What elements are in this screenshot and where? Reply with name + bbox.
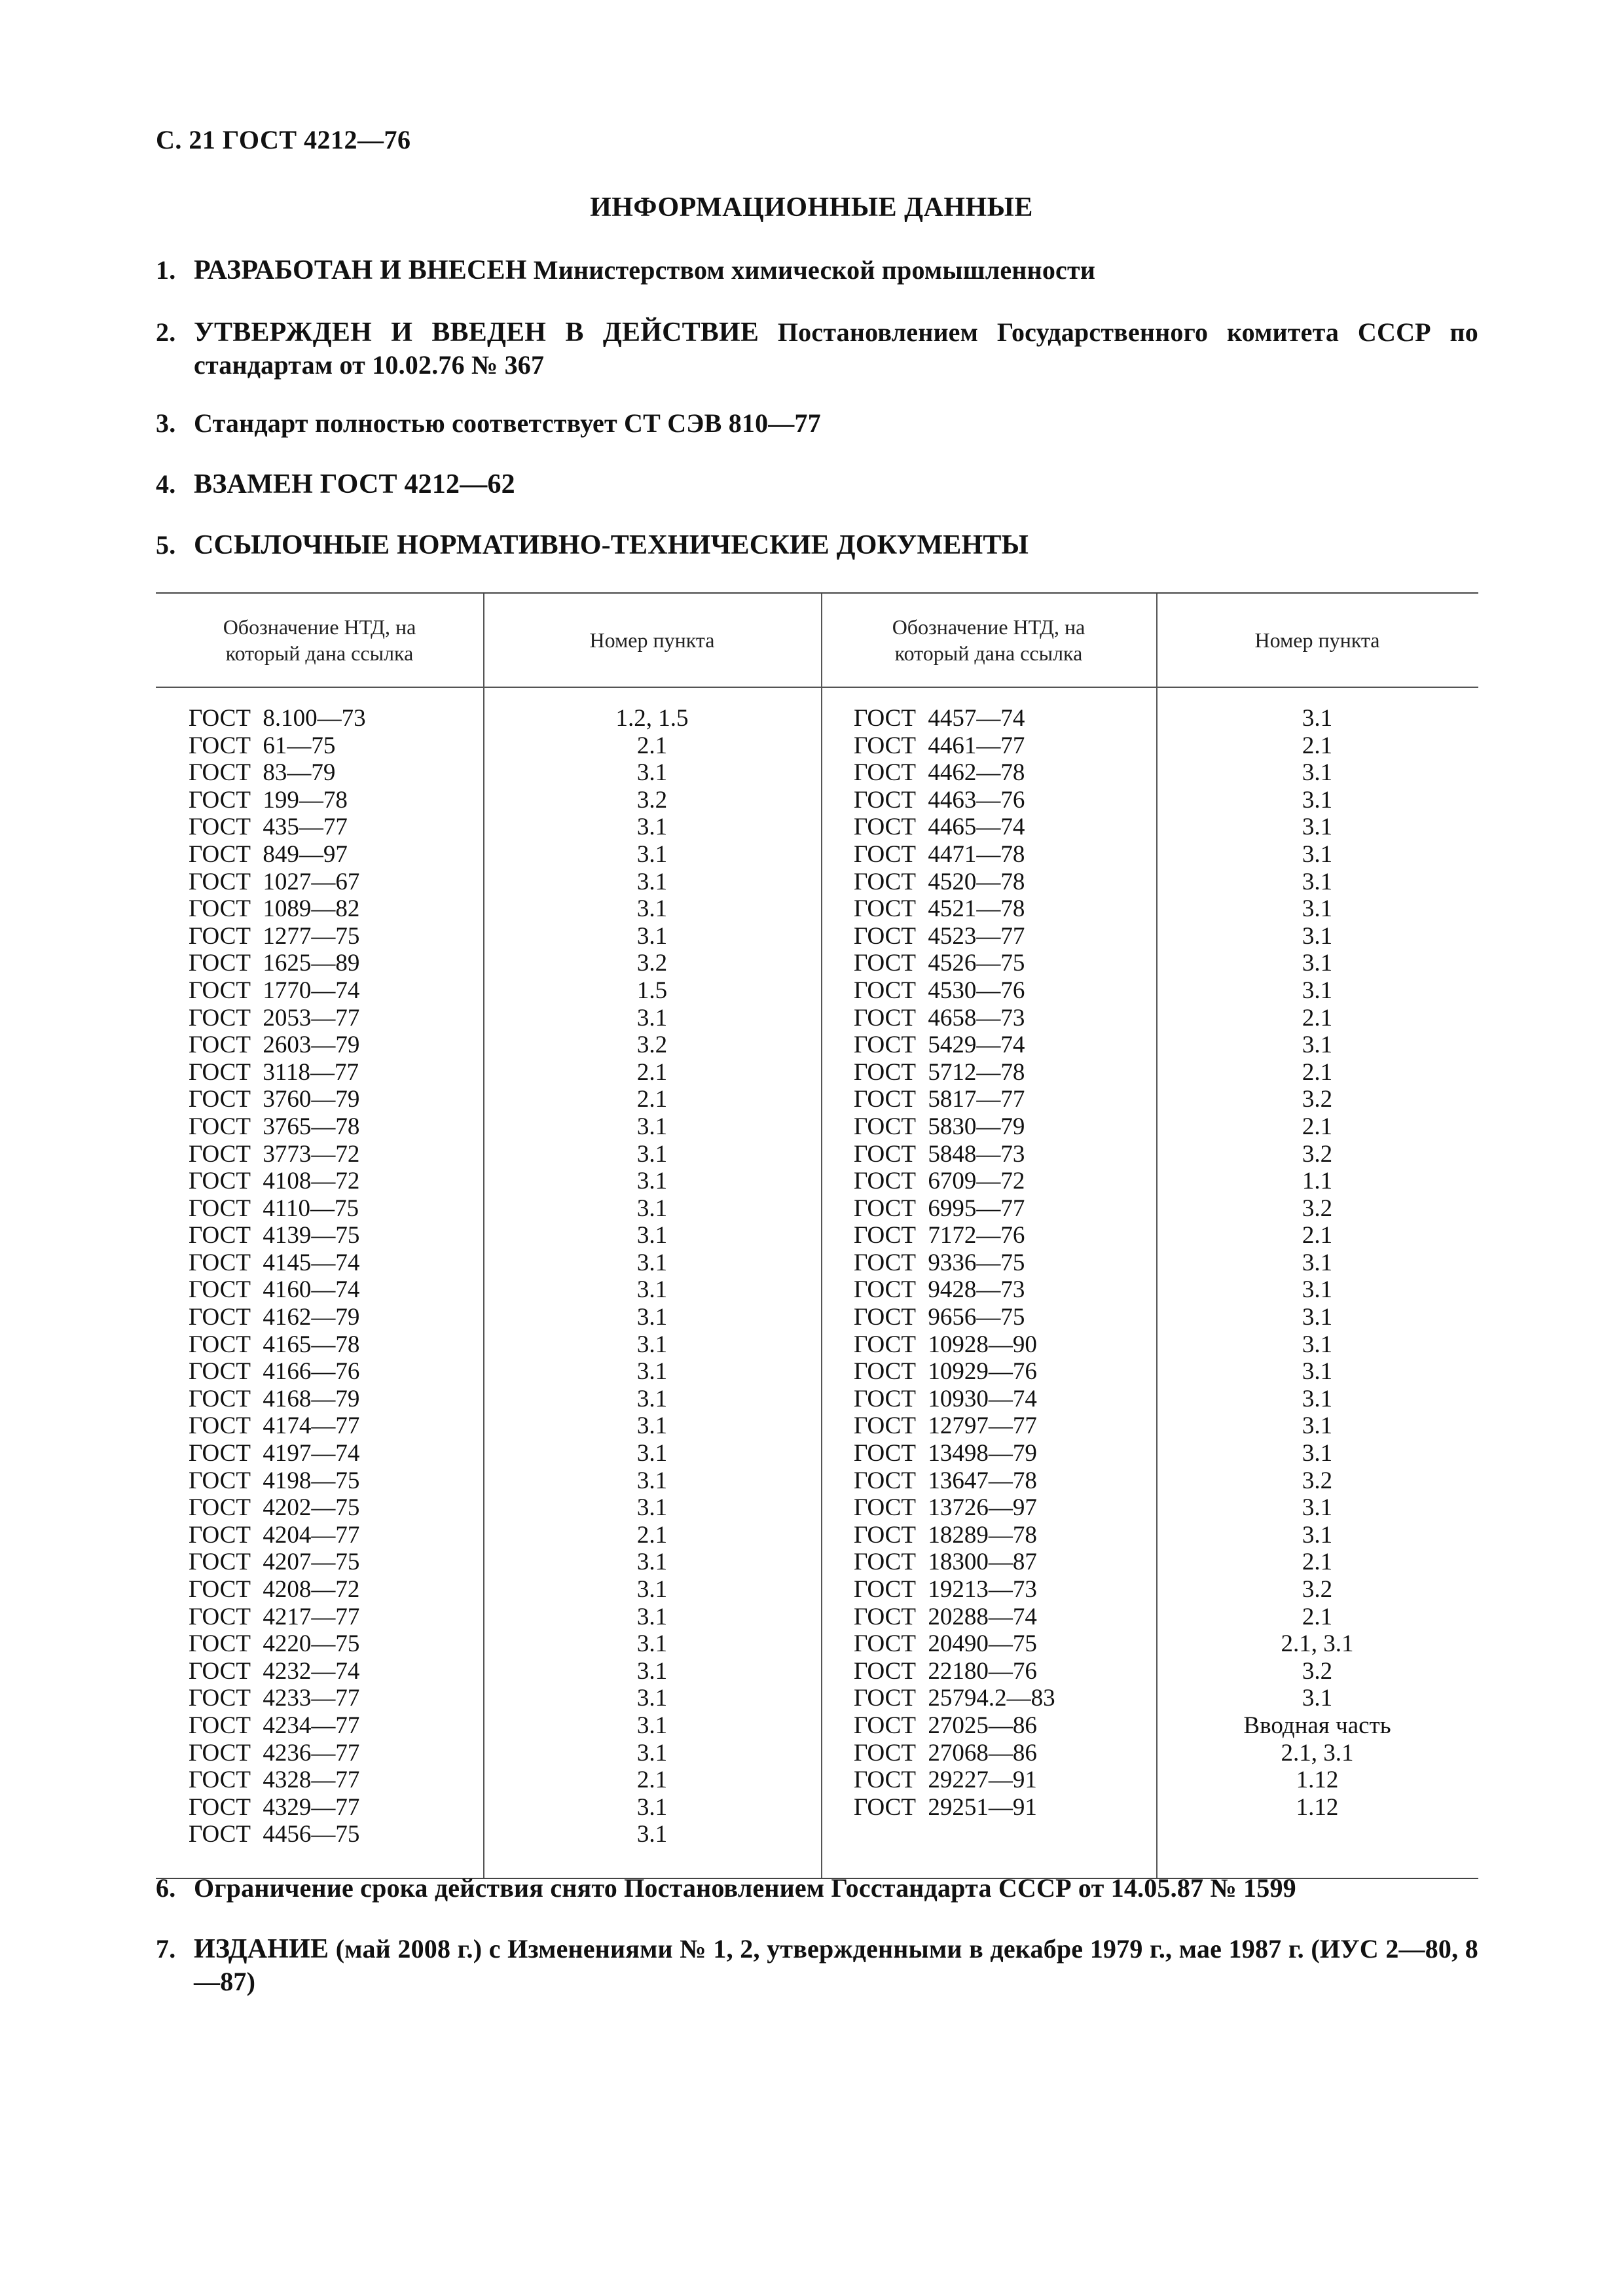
table-cell-clause: 2.1, 3.1 bbox=[1281, 1739, 1354, 1767]
table-cell-clause: 3.2 bbox=[1302, 1576, 1333, 1603]
table-cell-designation: ГОСТ 4236—77 bbox=[189, 1739, 360, 1767]
table-cell-designation: ГОСТ 4207—75 bbox=[189, 1549, 360, 1576]
table-cell-clause: 3.1 bbox=[636, 1276, 668, 1304]
table-cell-clause: 3.2 bbox=[1302, 1086, 1333, 1113]
table-cell-designation: ГОСТ 3765—78 bbox=[189, 1113, 360, 1140]
item-number: 4. bbox=[156, 469, 176, 499]
table-cell-designation: ГОСТ 1089—82 bbox=[189, 895, 360, 923]
table-cell-clause: 2.1 bbox=[1302, 732, 1333, 759]
header-designation-right: Обозначение НТД, на который дана ссылка bbox=[892, 615, 1085, 665]
table-cell-clause: 3.1 bbox=[1302, 950, 1333, 977]
table-cell-clause: 3.1 bbox=[1302, 977, 1333, 1004]
info-item-6 bbox=[156, 1872, 1478, 1905]
table-cell-designation: ГОСТ 4465—74 bbox=[854, 814, 1025, 841]
table-cell-clause: 3.2 bbox=[1302, 1140, 1333, 1168]
table-cell-designation: ГОСТ 4174—77 bbox=[189, 1412, 360, 1440]
table-cell-designation: ГОСТ 13498—79 bbox=[854, 1440, 1037, 1467]
table-cell-clause: 3.1 bbox=[1302, 1331, 1333, 1358]
header-divider bbox=[156, 687, 1478, 688]
table-cell-clause: 3.2 bbox=[1302, 1657, 1333, 1685]
table-cell-designation: ГОСТ 4523—77 bbox=[854, 922, 1025, 950]
table-cell-clause: 3.1 bbox=[636, 1140, 668, 1168]
column-designation-left bbox=[189, 705, 477, 1848]
item-caption: ССЫЛОЧНЫЕ НОРМАТИВНО-ТЕХНИЧЕСКИЕ ДОКУМЕНТЫ bbox=[194, 530, 1029, 560]
table-cell-clause: 3.1 bbox=[1302, 895, 1333, 923]
table-cell-clause: 3.1 bbox=[1302, 1304, 1333, 1331]
table-cell-designation: ГОСТ 4456—75 bbox=[189, 1821, 360, 1848]
table-cell-clause: 2.1, 3.1 bbox=[1281, 1630, 1354, 1658]
table-cell-designation: ГОСТ 18289—78 bbox=[854, 1521, 1037, 1549]
table-cell-clause: 3.1 bbox=[1302, 1685, 1333, 1712]
table-cell-designation: ГОСТ 199—78 bbox=[189, 786, 348, 814]
table-cell-clause: 2.1 bbox=[1302, 1004, 1333, 1031]
table-cell-designation: ГОСТ 4197—74 bbox=[189, 1440, 360, 1467]
info-item-3 bbox=[156, 407, 1478, 440]
table-cell-clause: 3.1 bbox=[636, 1657, 668, 1685]
table-cell-designation: ГОСТ 4139—75 bbox=[189, 1222, 360, 1249]
page-header: С. 21 ГОСТ 4212—76 bbox=[156, 125, 411, 154]
table-cell-designation: ГОСТ 10930—74 bbox=[854, 1385, 1037, 1412]
table-cell-clause: 3.1 bbox=[636, 1793, 668, 1821]
table-cell-designation: ГОСТ 4108—72 bbox=[189, 1168, 360, 1195]
table-cell-designation: ГОСТ 27068—86 bbox=[854, 1739, 1037, 1767]
table-cell-clause: 3.1 bbox=[1302, 1276, 1333, 1304]
table-cell-designation: ГОСТ 4526—75 bbox=[854, 950, 1025, 977]
table-cell-designation: ГОСТ 4160—74 bbox=[189, 1276, 360, 1304]
table-cell-designation: ГОСТ 5712—78 bbox=[854, 1058, 1025, 1086]
item-text: Ограничение срока действия снято Постановлением Госстандарта СССР от 14.05.87 № 1599 bbox=[194, 1873, 1296, 1903]
table-cell-designation: ГОСТ 6995—77 bbox=[854, 1194, 1025, 1222]
table-cell-clause: 3.1 bbox=[636, 1194, 668, 1222]
table-cell-clause: 1.1 bbox=[1302, 1168, 1333, 1195]
table-cell-designation: ГОСТ 27025—86 bbox=[854, 1712, 1037, 1739]
table-cell-clause: 2.1 bbox=[636, 732, 668, 759]
table-cell-clause: 3.1 bbox=[1302, 1249, 1333, 1276]
table-cell-clause: 3.1 bbox=[1302, 786, 1333, 814]
table-cell-clause: 2.1 bbox=[636, 1058, 668, 1086]
table-cell-clause: 2.1 bbox=[1302, 1058, 1333, 1086]
table-cell-clause: 3.1 bbox=[1302, 1494, 1333, 1522]
table-cell-designation: ГОСТ 20490—75 bbox=[854, 1630, 1037, 1658]
item-caption: РАЗРАБОТАН И ВНЕСЕН bbox=[194, 255, 527, 285]
table-cell-designation: ГОСТ 4165—78 bbox=[189, 1331, 360, 1358]
table-cell-clause: 3.1 bbox=[636, 1385, 668, 1412]
table-cell-clause: 3.1 bbox=[1302, 868, 1333, 895]
item-number: 7. bbox=[156, 1934, 176, 1964]
table-cell-clause: 3.1 bbox=[1302, 1412, 1333, 1440]
reference-documents-table bbox=[156, 592, 1478, 1879]
table-cell-clause: 3.1 bbox=[636, 759, 668, 787]
table-cell-designation: ГОСТ 61—75 bbox=[189, 732, 336, 759]
table-cell-clause: 3.1 bbox=[636, 1412, 668, 1440]
table-cell-designation: ГОСТ 19213—73 bbox=[854, 1576, 1037, 1603]
table-cell-designation: ГОСТ 10929—76 bbox=[854, 1358, 1037, 1386]
table-cell-clause: 3.1 bbox=[636, 1630, 668, 1658]
table-cell-designation: ГОСТ 4461—77 bbox=[854, 732, 1025, 759]
table-cell-designation: ГОСТ 4202—75 bbox=[189, 1494, 360, 1522]
header-clause-left: Номер пункта bbox=[589, 628, 715, 652]
table-cell-designation: ГОСТ 4217—77 bbox=[189, 1603, 360, 1630]
table-cell-designation: ГОСТ 4110—75 bbox=[189, 1194, 359, 1222]
table-cell-designation: ГОСТ 7172—76 bbox=[854, 1222, 1025, 1249]
table-cell-clause: 3.1 bbox=[636, 1603, 668, 1630]
table-cell-designation: ГОСТ 2053—77 bbox=[189, 1004, 360, 1031]
table-cell-clause: 3.1 bbox=[636, 1358, 668, 1386]
table-cell-designation: ГОСТ 4658—73 bbox=[854, 1004, 1025, 1031]
table-cell-clause: 2.1 bbox=[1302, 1222, 1333, 1249]
table-cell-designation: ГОСТ 4329—77 bbox=[189, 1793, 360, 1821]
table-cell-designation: ГОСТ 4208—72 bbox=[189, 1576, 360, 1603]
table-cell-clause: 3.1 bbox=[636, 1331, 668, 1358]
table-cell-designation: ГОСТ 4145—74 bbox=[189, 1249, 360, 1276]
item-number: 1. bbox=[156, 255, 176, 285]
info-item-5 bbox=[156, 529, 1478, 562]
document-title: ИНФОРМАЦИОННЫЕ ДАННЫЕ bbox=[590, 192, 1033, 223]
info-item-4 bbox=[156, 468, 1478, 501]
table-cell-clause: 3.2 bbox=[636, 950, 668, 977]
table-cell-clause: 1.5 bbox=[636, 977, 668, 1004]
item-caption: УТВЕРЖДЕН И ВВЕДЕН В ДЕЙСТВИЕ bbox=[194, 317, 759, 348]
table-cell-clause: 2.1 bbox=[636, 1521, 668, 1549]
table-cell-clause: 3.1 bbox=[636, 1222, 668, 1249]
item-caption: ИЗДАНИЕ bbox=[194, 1934, 329, 1964]
table-cell-clause: 3.1 bbox=[636, 1576, 668, 1603]
table-cell-clause: 3.1 bbox=[636, 1549, 668, 1576]
table-cell-clause: 3.1 bbox=[636, 1821, 668, 1848]
table-cell-designation: ГОСТ 4328—77 bbox=[189, 1767, 360, 1794]
table-cell-designation: ГОСТ 20288—74 bbox=[854, 1603, 1037, 1630]
table-cell-designation: ГОСТ 8.100—73 bbox=[189, 705, 366, 732]
info-item-7 bbox=[156, 1933, 1478, 1998]
table-cell-designation: ГОСТ 4520—78 bbox=[854, 868, 1025, 895]
table-cell-designation: ГОСТ 10928—90 bbox=[854, 1331, 1037, 1358]
table-cell-clause: 3.1 bbox=[636, 1494, 668, 1522]
table-cell-clause: 2.1 bbox=[1302, 1603, 1333, 1630]
table-cell-designation: ГОСТ 4521—78 bbox=[854, 895, 1025, 923]
table-cell-designation: ГОСТ 25794.2—83 bbox=[854, 1685, 1055, 1712]
table-cell-designation: ГОСТ 5429—74 bbox=[854, 1031, 1025, 1059]
header-designation-left: Обозначение НТД, на который дана ссылка bbox=[223, 615, 416, 665]
table-cell-designation: ГОСТ 9656—75 bbox=[854, 1304, 1025, 1331]
table-cell-clause: 3.1 bbox=[1302, 1440, 1333, 1467]
item-number: 3. bbox=[156, 408, 176, 438]
table-cell-clause: 3.2 bbox=[1302, 1467, 1333, 1494]
info-item-1 bbox=[156, 254, 1478, 287]
table-cell-designation: ГОСТ 1277—75 bbox=[189, 922, 360, 950]
table-cell-designation: ГОСТ 5848—73 bbox=[854, 1140, 1025, 1168]
table-cell-designation: ГОСТ 18300—87 bbox=[854, 1549, 1037, 1576]
table-cell-designation: ГОСТ 6709—72 bbox=[854, 1168, 1025, 1195]
table-cell-designation: ГОСТ 4462—78 bbox=[854, 759, 1025, 787]
table-cell-clause: 3.1 bbox=[1302, 1358, 1333, 1386]
table-cell-clause: 3.1 bbox=[636, 1712, 668, 1739]
table-cell-designation: ГОСТ 4232—74 bbox=[189, 1657, 360, 1685]
table-cell-clause: 3.1 bbox=[1302, 705, 1333, 732]
table-cell-clause: 3.1 bbox=[1302, 814, 1333, 841]
table-cell-clause: 2.1 bbox=[636, 1767, 668, 1794]
table-cell-clause: 3.2 bbox=[1302, 1194, 1333, 1222]
table-cell-clause: 3.1 bbox=[636, 895, 668, 923]
table-cell-clause: 1.12 bbox=[1296, 1793, 1339, 1821]
table-cell-designation: ГОСТ 4233—77 bbox=[189, 1685, 360, 1712]
table-cell-clause: 3.1 bbox=[1302, 922, 1333, 950]
table-cell-clause: 3.2 bbox=[636, 1031, 668, 1059]
table-cell-clause: 3.1 bbox=[636, 814, 668, 841]
table-cell-clause: 3.1 bbox=[1302, 1521, 1333, 1549]
table-cell-designation: ГОСТ 849—97 bbox=[189, 840, 348, 868]
table-cell-clause: 3.1 bbox=[636, 1168, 668, 1195]
table-cell-designation: ГОСТ 435—77 bbox=[189, 814, 348, 841]
table-cell-designation: ГОСТ 1770—74 bbox=[189, 977, 360, 1004]
table-cell-clause: 3.1 bbox=[636, 1249, 668, 1276]
table-cell-clause: 3.1 bbox=[636, 1113, 668, 1140]
info-item-2 bbox=[156, 316, 1478, 382]
column-clause-left bbox=[483, 705, 821, 1848]
table-cell-designation: ГОСТ 4530—76 bbox=[854, 977, 1025, 1004]
table-cell-clause: 3.1 bbox=[636, 1004, 668, 1031]
table-cell-designation: ГОСТ 22180—76 bbox=[854, 1657, 1037, 1685]
table-cell-clause: 3.1 bbox=[636, 868, 668, 895]
table-cell-clause: 1.2, 1.5 bbox=[615, 705, 689, 732]
table-cell-designation: ГОСТ 13647—78 bbox=[854, 1467, 1037, 1494]
table-cell-clause: 3.1 bbox=[1302, 1385, 1333, 1412]
column-designation-right bbox=[854, 705, 1148, 1821]
table-cell-clause: 3.1 bbox=[636, 1467, 668, 1494]
table-cell-designation: ГОСТ 9336—75 bbox=[854, 1249, 1025, 1276]
table-cell-designation: ГОСТ 3118—77 bbox=[189, 1058, 359, 1086]
table-cell-clause: 3.1 bbox=[1302, 1031, 1333, 1059]
item-number: 2. bbox=[156, 317, 176, 347]
table-cell-clause: 3.1 bbox=[636, 1739, 668, 1767]
table-cell-designation: ГОСТ 13726—97 bbox=[854, 1494, 1037, 1522]
item-number: 6. bbox=[156, 1873, 176, 1903]
table-cell-designation: ГОСТ 5830—79 bbox=[854, 1113, 1025, 1140]
column-divider bbox=[821, 594, 822, 1878]
table-cell-clause: 1.12 bbox=[1296, 1767, 1339, 1794]
table-cell-designation: ГОСТ 4204—77 bbox=[189, 1521, 360, 1549]
table-cell-clause: 3.2 bbox=[636, 786, 668, 814]
table-cell-designation: ГОСТ 9428—73 bbox=[854, 1276, 1025, 1304]
table-cell-clause: 3.1 bbox=[1302, 840, 1333, 868]
table-cell-clause: 3.1 bbox=[636, 922, 668, 950]
table-cell-designation: ГОСТ 4471—78 bbox=[854, 840, 1025, 868]
table-cell-designation: ГОСТ 1027—67 bbox=[189, 868, 360, 895]
table-cell-designation: ГОСТ 83—79 bbox=[189, 759, 336, 787]
table-cell-clause: 2.1 bbox=[1302, 1113, 1333, 1140]
table-cell-clause: 2.1 bbox=[636, 1086, 668, 1113]
table-cell-clause: 3.1 bbox=[636, 840, 668, 868]
column-clause-right bbox=[1156, 705, 1478, 1821]
table-cell-clause: 3.1 bbox=[636, 1685, 668, 1712]
table-cell-designation: ГОСТ 4234—77 bbox=[189, 1712, 360, 1739]
table-cell-clause: 3.1 bbox=[1302, 759, 1333, 787]
table-cell-designation: ГОСТ 4168—79 bbox=[189, 1385, 360, 1412]
table-cell-designation: ГОСТ 29227—91 bbox=[854, 1767, 1037, 1794]
table-cell-clause: 3.1 bbox=[636, 1440, 668, 1467]
table-cell-designation: ГОСТ 2603—79 bbox=[189, 1031, 360, 1059]
table-cell-designation: ГОСТ 5817—77 bbox=[854, 1086, 1025, 1113]
table-cell-designation: ГОСТ 4463—76 bbox=[854, 786, 1025, 814]
table-cell-clause: 3.1 bbox=[636, 1304, 668, 1331]
table-cell-designation: ГОСТ 4162—79 bbox=[189, 1304, 360, 1331]
item-text: Стандарт полностью соответствует СТ СЭВ 810—77 bbox=[194, 408, 821, 438]
table-cell-designation: ГОСТ 4220—75 bbox=[189, 1630, 360, 1658]
item-text: Министерством химической промышленности bbox=[526, 255, 1096, 285]
table-cell-designation: ГОСТ 29251—91 bbox=[854, 1793, 1037, 1821]
table-cell-designation: ГОСТ 3760—79 bbox=[189, 1086, 360, 1113]
table-cell-designation: ГОСТ 4457—74 bbox=[854, 705, 1025, 732]
item-text: Постановлением Государственного комитета СССР по стандартам от 10.02.76 № 367 bbox=[194, 317, 1478, 380]
table-cell-clause: 2.1 bbox=[1302, 1549, 1333, 1576]
table-cell-designation: ГОСТ 3773—72 bbox=[189, 1140, 360, 1168]
header-clause-right: Номер пункта bbox=[1254, 628, 1380, 652]
table-cell-designation: ГОСТ 4198—75 bbox=[189, 1467, 360, 1494]
table-cell-clause: Вводная часть bbox=[1243, 1712, 1391, 1739]
item-text: (май 2008 г.) с Изменениями № 1, 2, утвержденными в декабре 1979 г., мае 1987 г. (ИУС 2—80, 8—87) bbox=[194, 1934, 1478, 1996]
item-caption: ВЗАМЕН ГОСТ 4212—62 bbox=[194, 469, 515, 499]
item-number: 5. bbox=[156, 530, 176, 560]
table-cell-designation: ГОСТ 12797—77 bbox=[854, 1412, 1037, 1440]
table-cell-designation: ГОСТ 1625—89 bbox=[189, 950, 360, 977]
table-cell-designation: ГОСТ 4166—76 bbox=[189, 1358, 360, 1386]
